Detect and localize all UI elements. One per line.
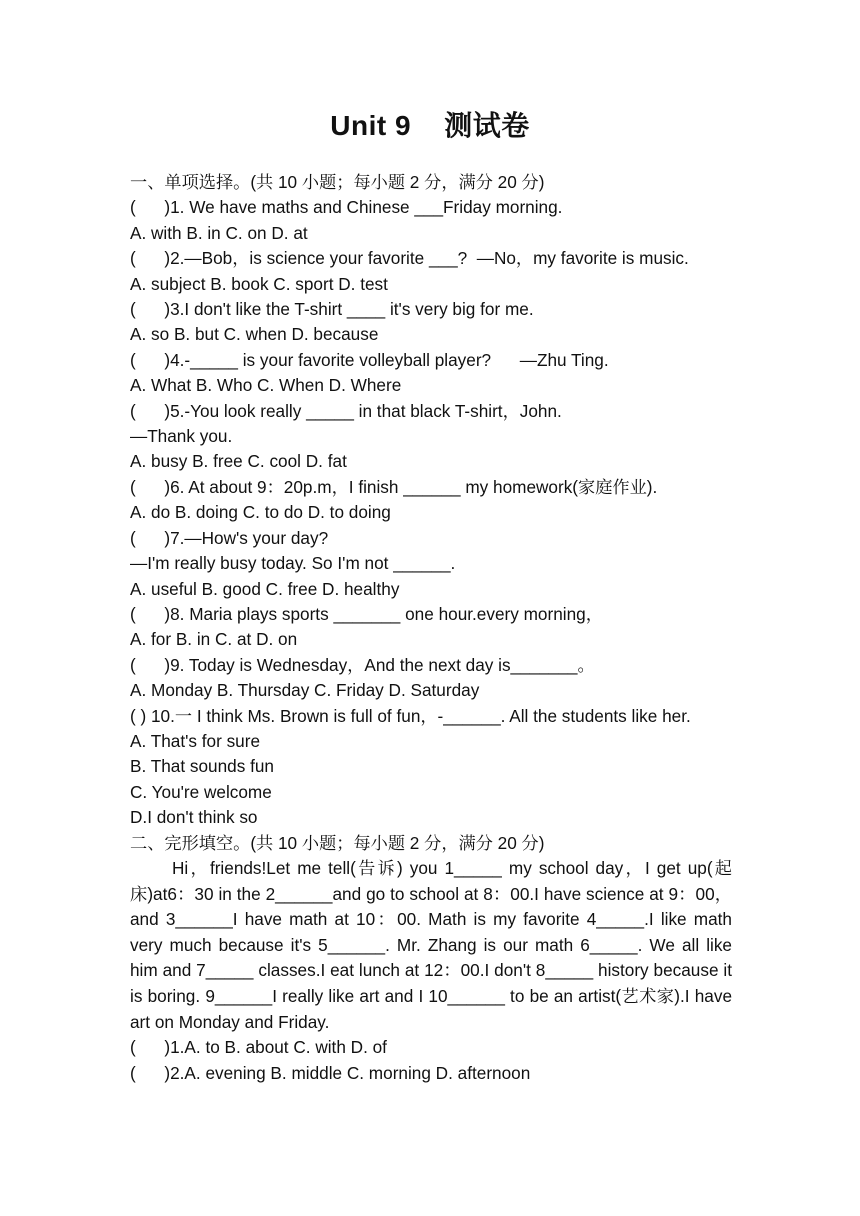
question-10: ( ) 10.一 I think Ms. Brown is full of fun，-______. All the students like her.: [130, 705, 691, 726]
question-line: ( )6. At about 9：20p.m，I finish ______ my homework(家庭作业).: [130, 476, 658, 497]
section-heading-1: 一、单项选择。(共 10 小题；每小题 2 分，满分 20 分): [130, 172, 545, 192]
section-heading-2: 二、完形填空。(共 10 小题；每小题 2 分，满分 20 分): [130, 832, 545, 853]
question-line: A. subject B. book C. sport D. test: [130, 273, 388, 294]
document-body: [130, 170, 732, 1086]
question-line: A. for B. in C. at D. on: [130, 629, 298, 650]
question-line: ( )5.-You look really _____ in that black T-shirt，John.: [130, 400, 562, 421]
option-line: D.I don't think so: [130, 807, 258, 828]
question-line: ( )2.A. evening B. middle C. morning D. afternoon: [130, 1062, 531, 1083]
question-line: A. with B. in C. on D. at: [130, 222, 308, 243]
section2-questions: [130, 1035, 732, 1086]
question-line: A. busy B. free C. cool D. fat: [130, 451, 347, 472]
question-line: ( )1.A. to B. about C. with D. of: [130, 1037, 387, 1058]
question-line: A. useful B. good C. free D. healthy: [130, 578, 400, 599]
question-line: A. do B. doing C. to do D. to doing: [130, 502, 391, 523]
question-line: ( )7.—How's your day?: [130, 527, 329, 548]
question-line: A. Monday B. Thursday C. Friday D. Saturday: [130, 680, 480, 701]
question-line: ( )1. We have maths and Chinese ___Friday morning.: [130, 197, 563, 218]
page-title: Unit 9 测试卷: [330, 110, 530, 141]
question-line: —I'm really busy today. So I'm not ______.: [130, 553, 456, 574]
question-line: ( )4.-_____ is your favorite volleyball player? —Zhu Ting.: [130, 349, 609, 370]
question-line: ( )9. Today is Wednesday，And the next day is_______。: [130, 654, 595, 675]
cloze-passage: Hi，friends!Let me tell(告诉) you 1_____ my school day，I get up(起床)at6：30 in the 2______and go to school at 8：00.I have science at 9：00，and 3______I have math at 10：00. Math is my favorite 4_____.I like math very much because it's 5______. Mr. Zhang is our math 6_____. We all like him and 7_____ classes.I eat lunch at 12：00.I don't 8_____ history because it is boring. 9______I really like art and I 10______ to be an artist(艺术家).I have art on Monday and Friday.: [130, 857, 732, 1032]
section1-questions: [130, 195, 732, 703]
question-line: A. so B. but C. when D. because: [130, 324, 379, 345]
question-line: —Thank you.: [130, 426, 233, 447]
question-10-options: [130, 729, 732, 831]
option-line: A. That's for sure: [130, 730, 261, 751]
option-line: B. That sounds fun: [130, 756, 274, 777]
question-line: ( )3.I don't like the T-shirt ____ it's very big for me.: [130, 299, 534, 320]
question-line: ( )2.—Bob，is science your favorite ___? —No，my favorite is music.: [130, 248, 689, 269]
question-line: ( )8. Maria plays sports _______ one hour.every morning，: [130, 603, 603, 624]
question-line: A. What B. Who C. When D. Where: [130, 375, 402, 396]
option-line: C. You're welcome: [130, 781, 272, 802]
